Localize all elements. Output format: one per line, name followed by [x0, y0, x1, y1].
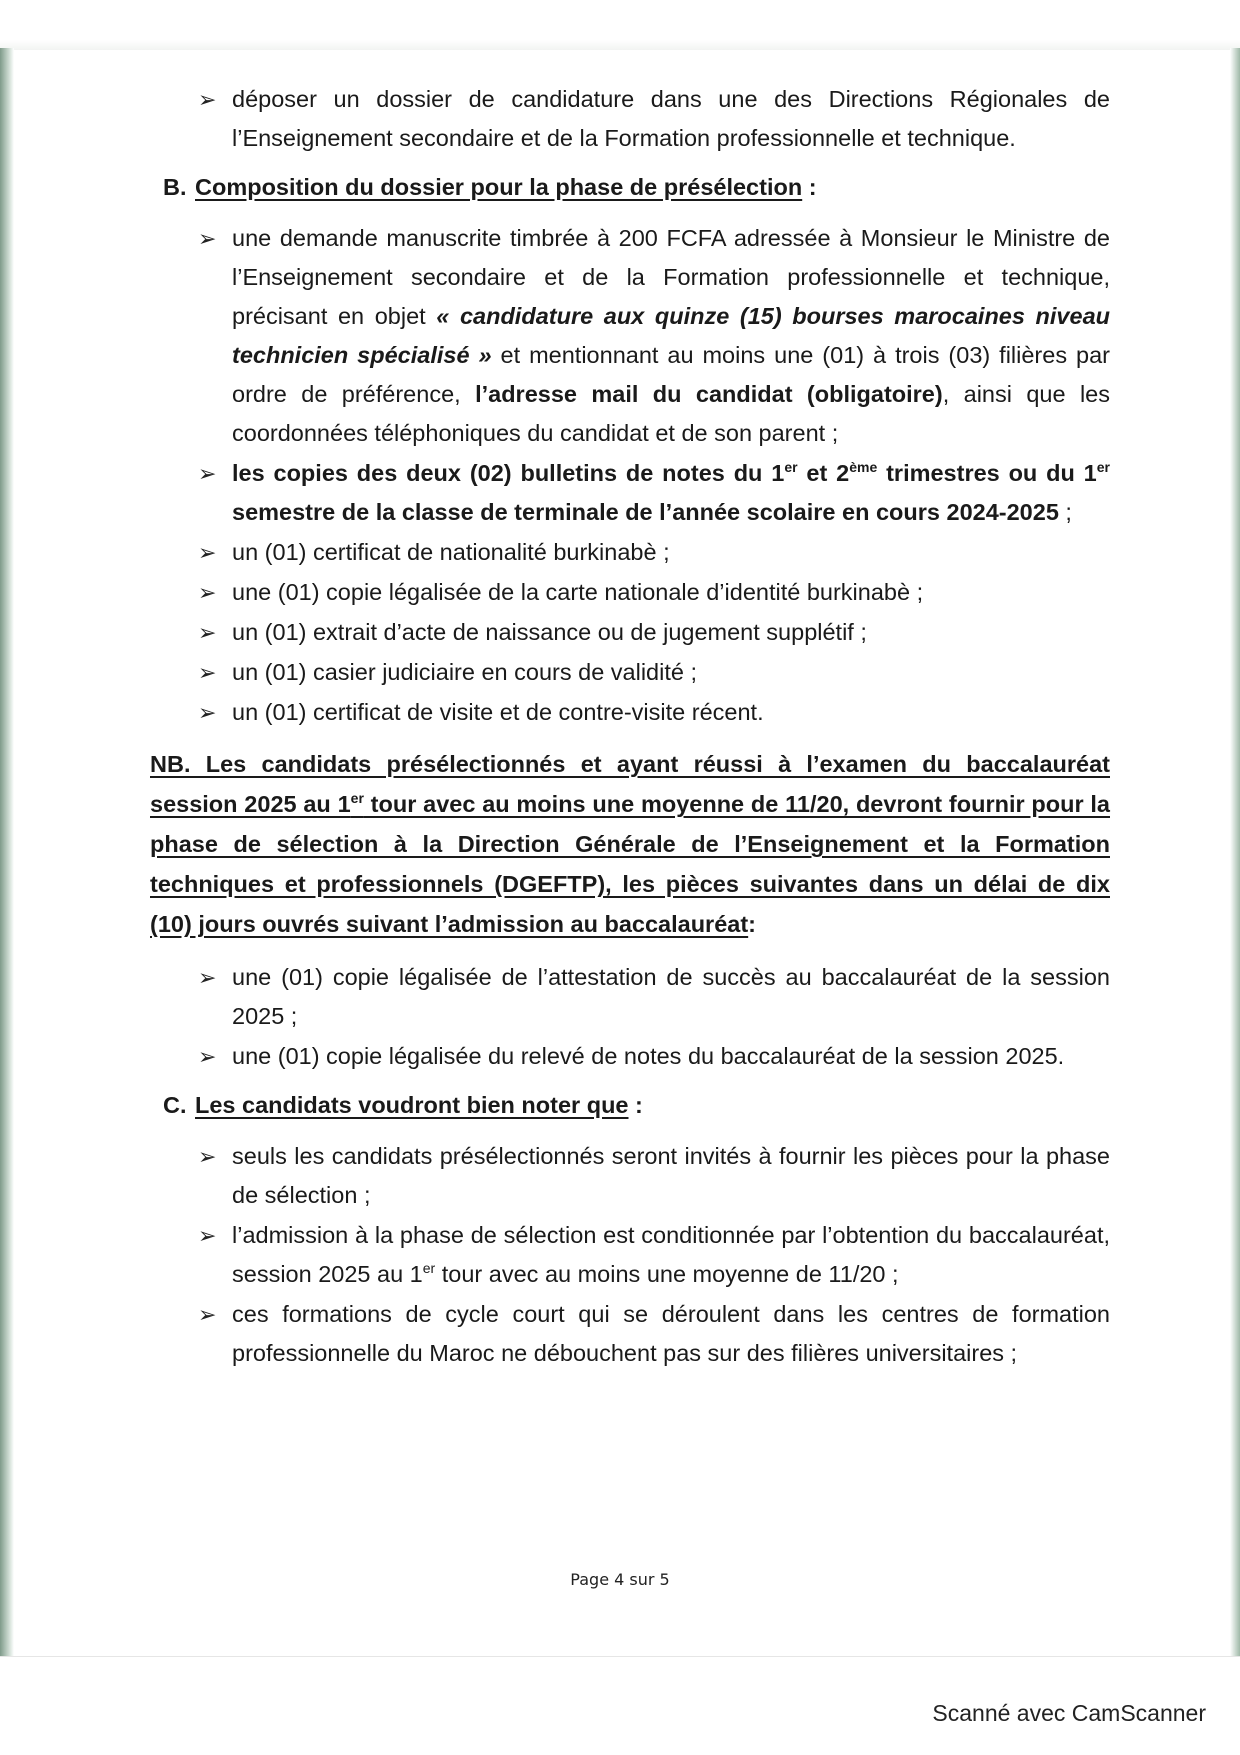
arrowhead-bullet-icon: ➢ — [198, 540, 217, 565]
list-item — [150, 80, 1110, 158]
item-text: ces formations de cycle court qui se déroulent dans les centres de formation professionnelle du Maroc ne débouchent pas sur des filières universitaires ; — [232, 1301, 1110, 1366]
section-c-list — [150, 1137, 1110, 1373]
item-object-text: « candidature aux quinze (15) bourses marocaines niveau technicien spécialisé » — [232, 303, 1110, 368]
scan-edge-left — [0, 48, 14, 1658]
section-b-heading — [150, 168, 1110, 207]
section-colon: : — [628, 1092, 643, 1118]
arrowhead-bullet-icon: ➢ — [198, 1223, 217, 1248]
nb-list — [150, 958, 1110, 1076]
item-text: un (01) certificat de visite et de contre-visite récent. — [232, 699, 764, 725]
section-c-heading — [150, 1086, 1110, 1125]
list-item — [150, 653, 1110, 692]
item-text: un (01) extrait d’acte de naissance ou de jugement supplétif ; — [232, 619, 867, 645]
item-text: et mentionnant au moins une (01) à trois (03) filières par ordre de préférence, — [232, 342, 1110, 407]
text-fragment: tour avec au moins une moyenne de 11/20, devront fournir pour la phase de sélection à la Direction Générale de l’Enseignement et la Formation techniques et professionnels (DGEFTP), les pièces suivantes dans un délai de dix (10) jours ouvrés suivant l’admission au baccalauréat — [150, 791, 1110, 937]
arrowhead-bullet-icon: ➢ — [198, 226, 217, 251]
arrowhead-bullet-icon: ➢ — [198, 1044, 217, 1069]
text-fragment: semestre de la classe de terminale de l’année scolaire en cours 2024-2025 — [232, 499, 1059, 525]
section-title: Composition du dossier pour la phase de présélection — [195, 174, 803, 200]
text-fragment: trimestres ou du 1 — [877, 460, 1097, 486]
arrowhead-bullet-icon: ➢ — [198, 660, 217, 685]
item-text: , ainsi que les coordonnées téléphoniques du candidat et de son parent ; — [232, 381, 1111, 446]
item-bulletins-text — [232, 460, 1110, 525]
superscript: ème — [849, 459, 878, 476]
section-letter: C. — [163, 1092, 187, 1118]
section-b-list — [150, 219, 1110, 732]
item-email-requirement: l’adresse mail du candidat (obligatoire) — [475, 381, 943, 407]
text-fragment: et 2 — [797, 460, 850, 486]
item-text: tour avec au moins une moyenne de 11/20 ; — [435, 1261, 899, 1287]
arrowhead-bullet-icon: ➢ — [198, 1302, 217, 1327]
list-item — [150, 613, 1110, 652]
section-colon: : — [802, 174, 817, 200]
list-item — [150, 1037, 1110, 1076]
text-fragment: NB. Les candidats présélectionnés et ayant réussi à l’examen du baccalauréat session 2025 au 1 — [150, 751, 1110, 817]
nb-colon: : — [748, 911, 756, 937]
scan-edge-top — [0, 40, 1240, 50]
item-text: une (01) copie légalisée du relevé de notes du baccalauréat de la session 2025. — [232, 1043, 1065, 1069]
list-item — [150, 573, 1110, 612]
arrowhead-bullet-icon: ➢ — [198, 1144, 217, 1169]
camscanner-watermark: Scanné avec CamScanner — [932, 1700, 1206, 1726]
arrowhead-bullet-icon: ➢ — [198, 620, 217, 645]
nb-notice — [150, 744, 1110, 944]
list-item — [150, 1137, 1110, 1215]
superscript: er — [350, 790, 364, 807]
list-item — [150, 693, 1110, 732]
text-fragment: les copies des deux (02) bulletins de notes du 1 — [232, 460, 785, 486]
item-text: déposer un dossier de candidature dans une des Directions Régionales de l’Enseignement secondaire et de la Formation professionnelle et technique. — [232, 86, 1110, 151]
list-item — [150, 1216, 1110, 1294]
page-number: Page 4 sur 5 — [570, 1570, 670, 1589]
item-text: un (01) casier judiciaire en cours de validité ; — [232, 659, 698, 685]
list-item — [150, 219, 1110, 453]
section-title: Les candidats voudront bien noter que — [195, 1092, 629, 1118]
list-item — [150, 454, 1110, 532]
document-page — [150, 80, 1110, 1383]
arrowhead-bullet-icon: ➢ — [198, 580, 217, 605]
list-item — [150, 1295, 1110, 1373]
arrowhead-bullet-icon: ➢ — [198, 700, 217, 725]
superscript: er — [1096, 459, 1110, 476]
item-text: l’admission à la phase de sélection est conditionnée par l’obtention du baccalauréat, session 2025 au 1 — [232, 1222, 1110, 1287]
text-fragment: ; — [1058, 499, 1072, 525]
item-text: un (01) certificat de nationalité burkinabè ; — [232, 539, 670, 565]
scan-edge-right — [1230, 48, 1240, 1658]
list-item — [150, 958, 1110, 1036]
item-text: une demande manuscrite timbrée à 200 FCFA adressée à Monsieur le Ministre de l’Enseignement secondaire et de la Formation professionnelle et technique, précisant en objet — [232, 225, 1110, 329]
item-text: une (01) copie légalisée de la carte nationale d’identité burkinabè ; — [232, 579, 924, 605]
item-text: une (01) copie légalisée de l’attestation de succès au baccalauréat de la session 2025 ; — [232, 964, 1110, 1029]
arrowhead-bullet-icon: ➢ — [198, 87, 217, 112]
arrowhead-bullet-icon: ➢ — [198, 461, 217, 486]
section-letter: B. — [163, 174, 187, 200]
superscript: er — [422, 1260, 436, 1277]
intro-list — [150, 80, 1110, 158]
superscript: er — [784, 459, 798, 476]
arrowhead-bullet-icon: ➢ — [198, 965, 217, 990]
item-text: seuls les candidats présélectionnés seront invités à fournir les pièces pour la phase de sélection ; — [232, 1143, 1110, 1208]
list-item — [150, 533, 1110, 572]
